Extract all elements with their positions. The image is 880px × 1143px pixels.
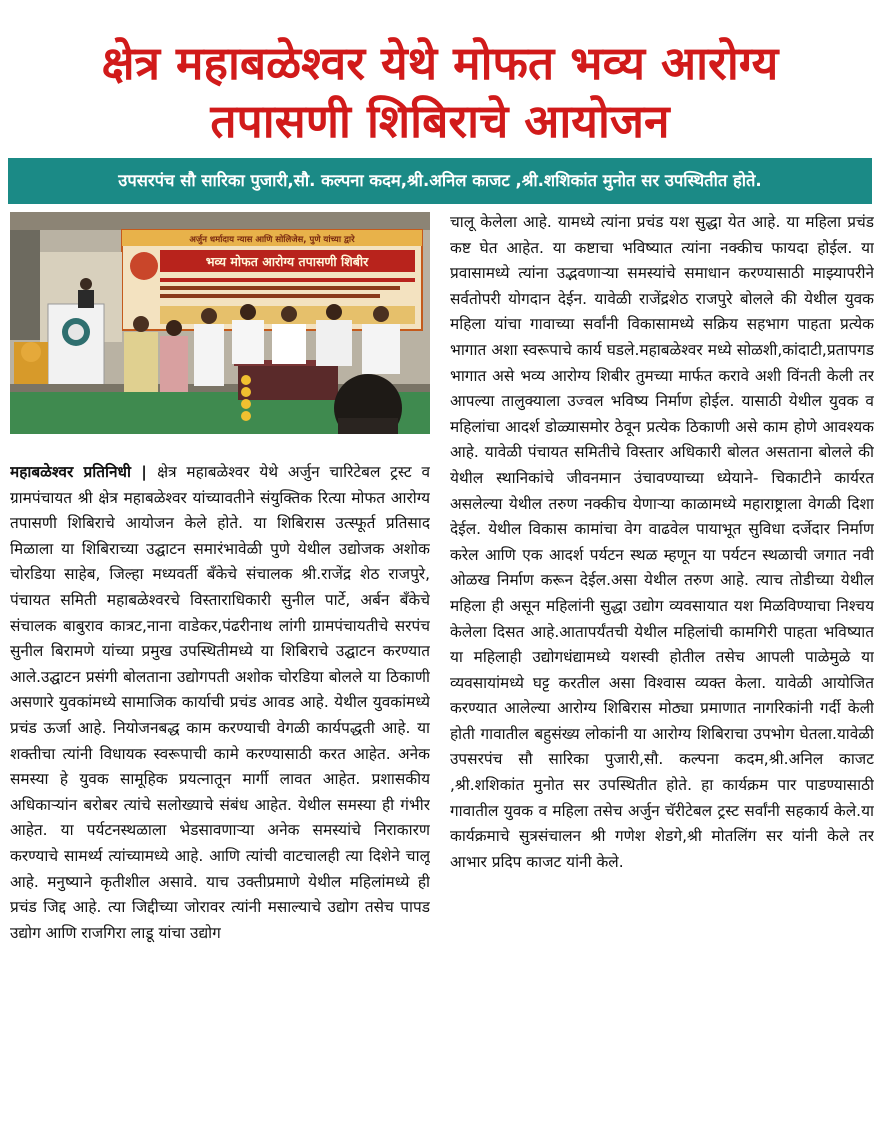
headline [0, 34, 880, 150]
article-text-right: चालू केलेला आहे. यामध्ये त्यांना प्रचंड यश सुद्धा येत आहे. या महिला प्रचंड कष्ट घेत आहेत. या कष्टाचा भविष्यात त्यांना नक्कीच फायदा होईल. या प्रवासामध्ये त्यांना उद्भवणाऱ्या समस्यांचे समाधान करण्यासाठी माझ्यापरीने सर्वतोपरी योगदान देईन. यावेळी राजेंद्रशेठ राजपुरे बोलले की येथील युवक महिला यांचा गावाच्या सर्वांनी विकासामध्ये सक्रिय सहभाग पाहता प्रत्येक भागात अशा स्वरूपाचे कार्य घडले.महाबळेश्वर मध्ये सोळशी,कांदाटी,प्रतापगड भागात असे भव्य आरोग्य शिबीर तुमच्या मार्फत करावे अशी विंनती केली तर आपल्या तालुक्याला उज्वल भविष्य निर्माण होईल. यासाठी येथील युवक व महिलांचा आदर्श डोळ्यासमोर ठेवून प्रत्येक ठिकाणी असे काम होणे आवश्यक आहे. यावेळी पंचायत समितीचे विस्तार अधिकारी बोलत असताना बोलले की येथील स्थानिकांचे जीवनमान उंचावण्याच्या ध्येयाने- चिकाटीने कार्यरत असलेल्या येथील तरुण नक्कीच येणाऱ्या काळामध्ये महाराष्ट्राला वेगळी दिशा देईल. येथील विकास कामांचा वेग वाढवेल पायाभूत सुविधा दर्जेदार निर्माण करेल आणि एक आदर्श पर्यटन स्थळ म्हणून या पर्यटन स्थळाची जगात नवी ओळख निर्माण करून देईल.असा येथील तरुण आहे. त्याच तोडीच्या येथील महिला ही असून महिलांनी सुद्धा उद्योग व्यवसायात यश मिळविण्याचा निश्चय केलेला दिसत आहे.आतापर्यंतची येथील महिलांची कामगिरी पाहता भविष्यात या महिलाही उद्योगधंद्यामध्ये यशस्वी होतील तसेच आपली पाळेमुळे या व्यवसायांमध्ये घट्ट करतील असा विश्वास व्यक्त केला. यावेळी आयोजित करण्यात आलेल्या आरोग्य शिबिरास मोठ्या प्रमाणात नागरिकांनी गर्दी केली होती गावातील बहुसंख्य लोकांनी या आरोग्य शिबिराचा उपभोग घेतला.यावेळी उपसरपंच सौ सारिका पुजारी,सौ. कल्पना कदम,श्री.अनिल काजट ,श्री.शशिकांत मुनोत सर उपस्थितीत होते. हा कार्यक्रम पार पाडण्यासाठी गावातील युवक व महिला तसेच अर्जुन चॅरीटेबल ट्रस्ट सर्वांनी सहकार्य केले.या कार्यक्रमाचे सुत्रसंचालन श्री गणेश शेडगे,श्री मोतलिंग सर यांनी केले तर आभार प्रदिप काजट यांनी केले. [450, 213, 874, 871]
subheadline: उपसरपंच सौ सारिका पुजारी,सौ. कल्पना कदम,श्री.अनिल काजट ,श्री.शशिकांत मुनोत सर उपस्थितीत होते. [118, 171, 762, 190]
article-text-left: क्षेत्र महाबळेश्वर येथे अर्जुन चारिटेबल ट्रस्ट व ग्रामपंचायत श्री क्षेत्र महाबळेश्वर यांच्यावतीने संयुक्तिक रित्या मोफत आरोग्य तपासणी शिबिराचे आयोजन केले होते. या शिबिरास उत्स्फूर्त प्रतिसाद मिळाला या शिबिराच्या उद्घाटन समारंभावेळी पुणे येथील उद्योजक अशोक चोरडिया साहेब, जिल्हा मध्यवर्ती बँकेचे संचालक श्री.राजेंद्र शेठ राजपुरे, पंचायत समिती महाबळेश्वरचे विस्ताराधिकारी सुनील पार्टे, अर्बन बँकेचे संचालक बाबुराव कात्रट,नाना वाडेकर,पंढरीनाथ लांगी ग्रामपंचायतीचे सरपंच सुनील बिरामणे यांच्या प्रमुख उपस्थितीमध्ये या शिबिराचे उद्घाटन करण्यात आले.उद्घाटन प्रसंगी बोलताना उद्योगपती अशोक चोरडिया बोलले या ठिकाणी असणारे युवकांमध्ये सामाजिक कार्याची प्रचंड आवड आहे. येथील युवकांमध्ये प्रचंड ऊर्जा आहे. नियोजनबद्ध काम करण्याची वेगळी कार्यपद्धती आहे. या शक्तीचा त्यांनी विधायक स्वरूपाची कामे करण्यासाठी करत आहेत. अनेक समस्या हे युवक सामूहिक प्रयत्नातून मार्गी लावत आहेत. प्रशासकीय अधिकाऱ्यांन बरोबर त्यांचे सलोख्याचे संबंध आहेत. येथील समस्या ही गंभीर आहेत. या पर्यटनस्थळाला भेडसावणाऱ्या अनेक समस्यांचे निराकारण करण्याचे सामर्थ्य त्यांच्यामध्ये आहे. आणि त्यांची वाटचालही त्या दिशेने चालू आहे. मनुष्याने कृतीशील असावे. याच उक्तीप्रमाणे येथील महिलांमध्ये ही प्रचंड जिद्द आहे. त्या जिद्दीच्या जोरावर त्यांनी मसाल्याचे उद्योग तसेच पापड उद्योग आणि राजगिरा लाडू यांचा उद्योग [10, 463, 430, 942]
event-photo-illustration [10, 212, 430, 434]
article-column-right [450, 210, 874, 1140]
headline-line-2: तपासणी शिबिराचे आयोजन [210, 94, 670, 148]
headline-line-1: क्षेत्र महाबळेश्वर येथे मोफत भव्य आरोग्य [101, 36, 779, 90]
event-photo [10, 212, 430, 434]
subheadline-bar [8, 158, 872, 204]
banner-top-text: अर्जुन धर्मादाय न्यास आणि सोलिजेस, पुणे यांच्या द्वारे [189, 235, 355, 245]
banner-title-text: भव्य मोफत आरोग्य तपासणी शिबीर [205, 254, 369, 269]
article-column-left [10, 460, 430, 1140]
byline: महाबळेश्वर प्रतिनिधी | [10, 463, 158, 481]
